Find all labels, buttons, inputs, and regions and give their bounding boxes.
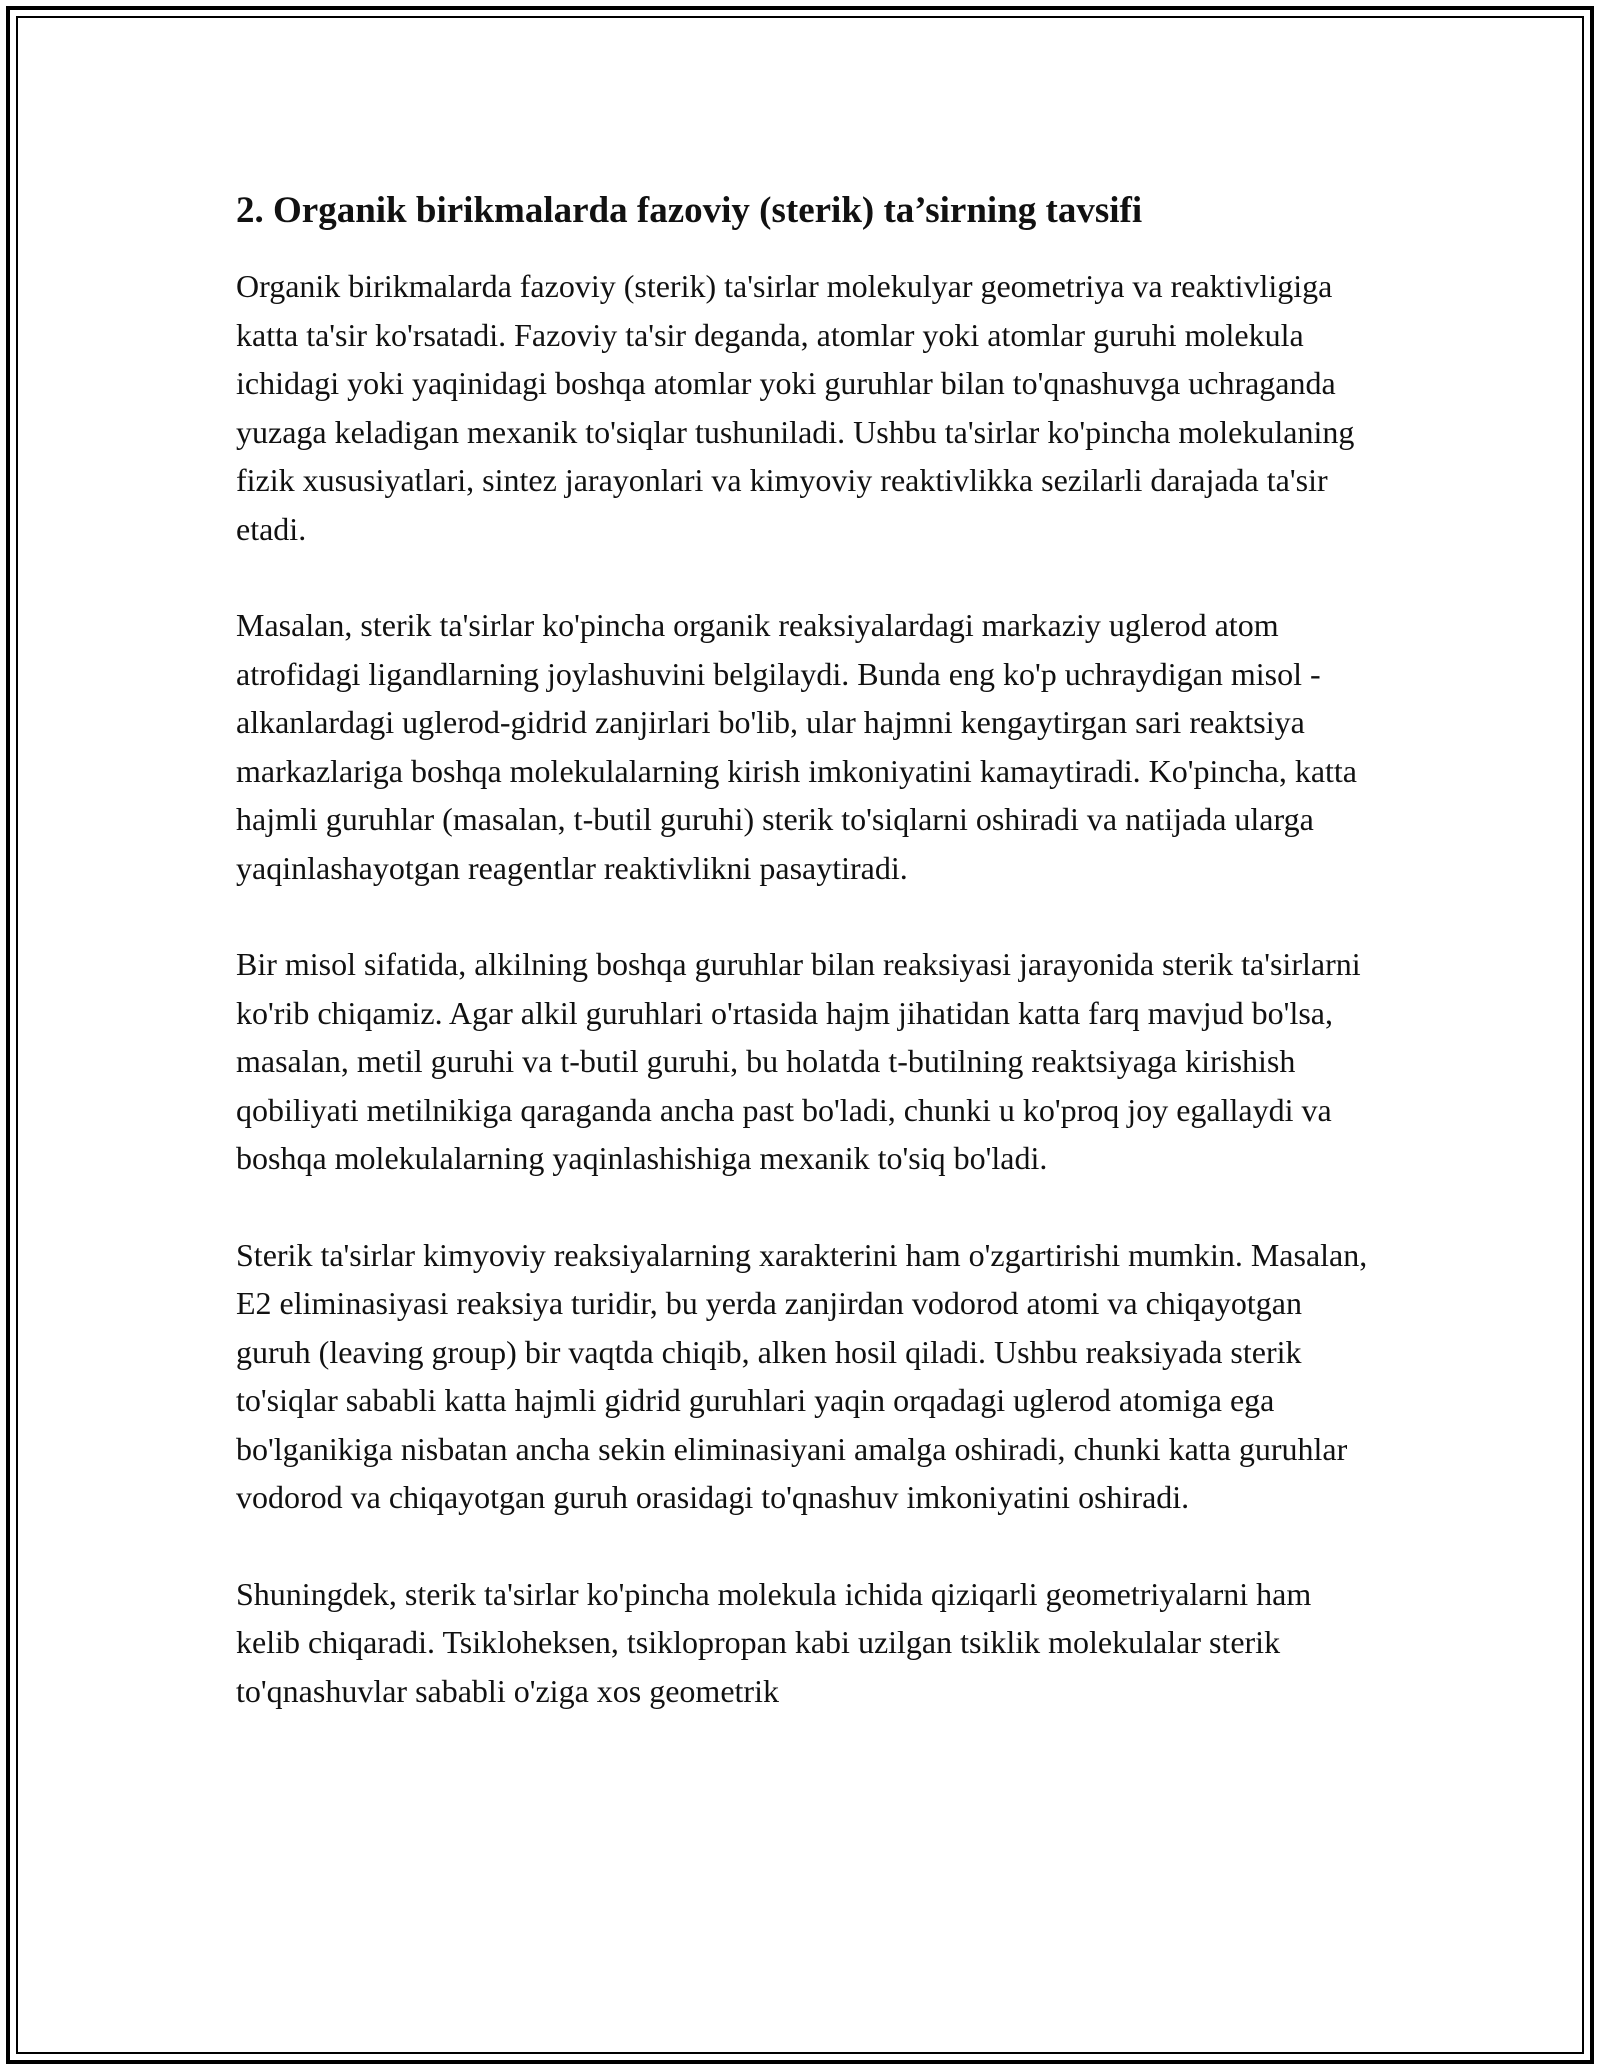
paragraph-3: Bir misol sifatida, alkilning boshqa guruhlar bilan reaksiyasi jarayonida sterik ta'sirlarni ko'rib chiqamiz. Agar alkil guruhlari o'rtasida hajm jihatidan katta farq mavjud bo'lsa, masalan, metil guruhi va t-butil guruhi, bu holatda t-butilning reaktsiyaga kirishish qobiliyati metilnikiga qaraganda ancha past bo'ladi, chunki u ko'proq joy egallaydi va boshqa molekulalarning yaqinlashishiga mexanik to'siq bo'ladi. xyxy=(236,946,1361,1176)
section-heading: 2. Organik birikmalarda fazoviy (sterik) ta’sirning tavsifi xyxy=(236,190,1143,231)
document-body xyxy=(236,186,1374,1763)
paragraph-5: Shuningdek, sterik ta'sirlar ko'pincha molekula ichida qiziqarli geometriyalarni ham kelib chiqaradi. Tsikloheksen, tsiklopropan kabi uzilgan tsiklik molekulalar sterik to'qnashuvlar sababli o'ziga xos geometrik xyxy=(236,1575,1312,1709)
paragraph-1: Organik birikmalarda fazoviy (sterik) ta'sirlar molekulyar geometriya va reaktivligiga katta ta'sir ko'rsatadi. Fazoviy ta'sir deganda, atomlar yoki atomlar guruhi molekula ichidagi yoki yaqinidagi boshqa atomlar yoki guruhlar bilan to'qnashuvga uchraganda yuzaga keladigan mexanik to'siqlar tushuniladi. Ushbu ta'sirlar ko'pincha molekulaning fizik xususiyatlari, sintez jarayonlari va kimyoviy reaktivlikka sezilarli darajada ta'sir etadi. xyxy=(236,268,1355,547)
paragraph-2: Masalan, sterik ta'sirlar ko'pincha organik reaksiyalardagi markaziy uglerod atom atrofidagi ligandlarning joylashuvini belgilaydi. Bunda eng ko'p uchraydigan misol - alkanlardagi uglerod-gidrid zanjirlari bo'lib, ular hajmni kengaytirgan sari reaktsiya markazlariga boshqa molekulalarning kirish imkoniyatini kamaytiradi. Ko'pincha, katta hajmli guruhlar (masalan, t-butil guruhi) sterik to'siqlarni oshiradi va natijada ularga yaqinlashayotgan reagentlar reaktivlikni pasaytiradi. xyxy=(236,607,1357,886)
paragraph-4: Sterik ta'sirlar kimyoviy reaksiyalarning xarakterini ham o'zgartirishi mumkin. Masalan, E2 eliminasiyasi reaksiya turidir, bu yerda zanjirdan vodorod atomi va chiqayotgan guruh (leaving group) bir vaqtda chiqib, alken hosil qiladi. Ushbu reaksiyada sterik to'siqlar sababli katta hajmli gidrid guruhlari yaqin orqadagi uglerod atomiga ega bo'lganikiga nisbatan ancha sekin eliminasiyani amalga oshiradi, chunki katta guruhlar vodorod va chiqayotgan guruh orasidagi to'qnashuv imkoniyatini oshiradi. xyxy=(236,1236,1368,1515)
